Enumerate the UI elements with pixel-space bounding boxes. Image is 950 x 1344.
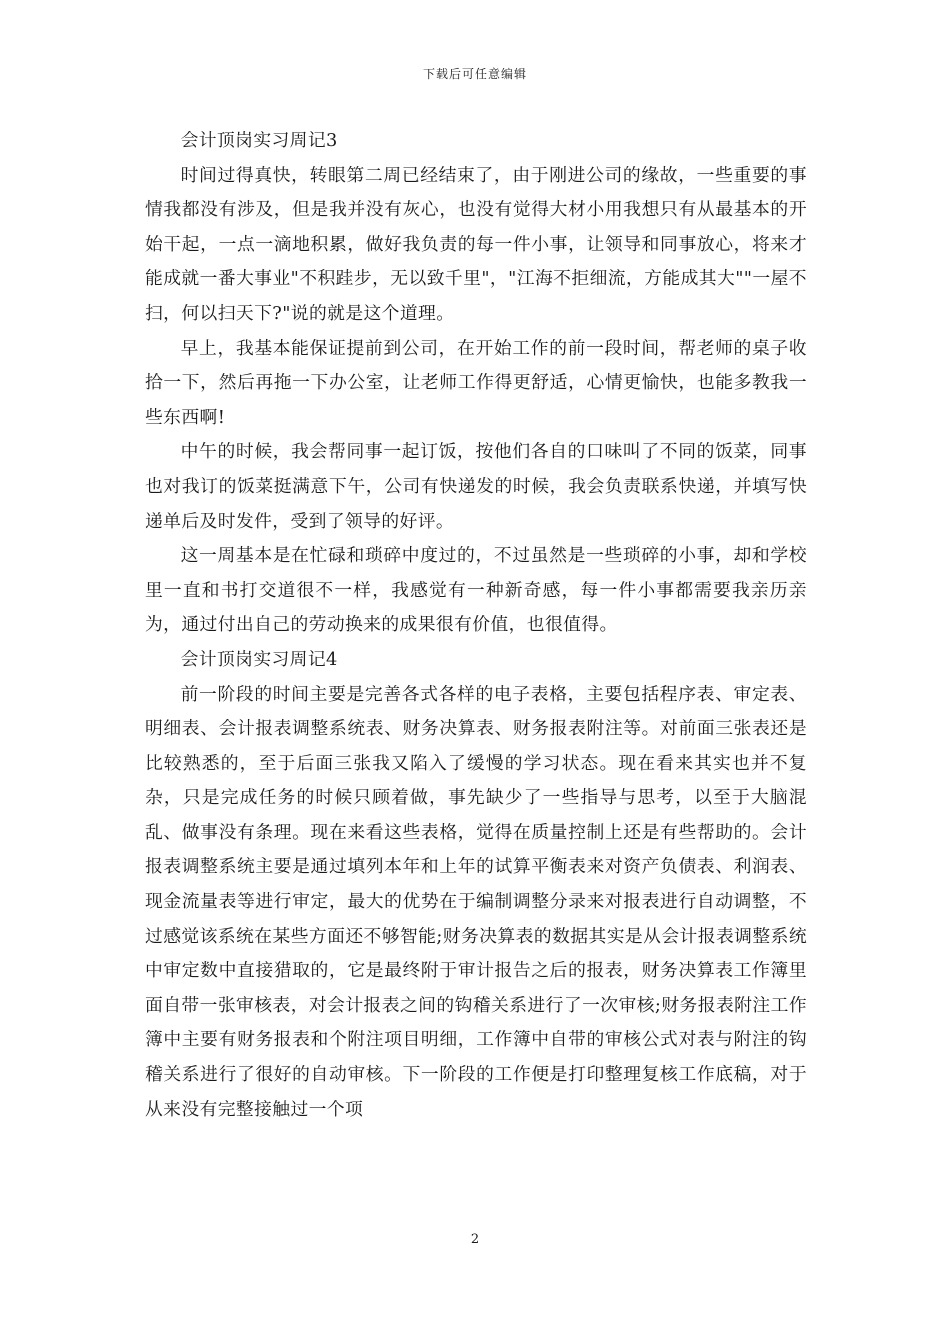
section-title-week3: 会计顶岗实习周记3	[180, 130, 338, 151]
paragraph: 这一周基本是在忙碌和琐碎中度过的，不过虽然是一些琐碎的小事，却和学校里一直和书打交道很不一样，我感觉有一种新奇感，每一件小事都需要我亲历亲为，通过付出自己的劳动换来的成果很有价值，也很值得。	[145, 545, 807, 636]
page-header: 下载后可任意编辑	[422, 67, 527, 81]
paragraph: 时间过得真快，转眼第二周已经结束了，由于刚进公司的缘故，一些重要的事情我都没有涉及，但是我并没有灰心，也没有觉得大材小用我想只有从最基本的开始干起，一点一滴地积累，做好我负责的每一件小事，让领导和同事放心，将来才能成就一番大事业"不积跬步，无以致千里"，"江海不拒细流，方能成其大""一屋不扫，何以扫天下?"说的就是这个道理。	[145, 164, 807, 324]
paragraph: 前一阶段的时间主要是完善各式各样的电子表格，主要包括程序表、审定表、明细表、会计报表调整系统表、财务决算表、财务报表附注等。对前面三张表还是比较熟悉的，至于后面三张我又陷入了缓慢的学习状态。现在看来其实也并不复杂，只是完成任务的时候只顾着做，事先缺少了一些指导与思考，以至于大脑混乱、做事没有条理。现在来看这些表格，觉得在质量控制上还是有些帮助的。会计报表调整系统主要是通过填列本年和上年的试算平衡表来对资产负债表、利润表、现金流量表等进行审定，最大的优势在于编制调整分录来对报表进行自动调整，不过感觉该系统在某些方面还不够智能;财务决算表的数据其实是从会计报表调整系统中审定数中直接猎取的，它是最终附于审计报告之后的报表，财务决算表工作簿里面自带一张审核表，对会计报表之间的钩稽关系进行了一次审核;财务报表附注工作簿中主要有财务报表和个附注项目明细，工作簿中自带的审核公式对表与附注的钩稽关系进行了很好的自动审核。下一阶段的工作便是打印整理复核工作底稿，对于从来没有完整接触过一个项	[145, 683, 807, 1120]
paragraph: 中午的时候，我会帮同事一起订饭，按他们各自的口味叫了不同的饭菜，同事也对我订的饭菜挺满意下午，公司有快递发的时候，我会负责联系快递，并填写快递单后及时发件，受到了领导的好评。	[145, 441, 807, 532]
page-number: 2	[470, 1232, 480, 1247]
section-title-week4: 会计顶岗实习周记4	[180, 648, 338, 670]
document-body	[145, 124, 807, 1127]
paragraph: 早上，我基本能保证提前到公司，在开始工作的前一段时间，帮老师的桌子收拾一下，然后再拖一下办公室，让老师工作得更舒适，心情更愉快，也能多教我一些东西啊!	[145, 337, 807, 428]
